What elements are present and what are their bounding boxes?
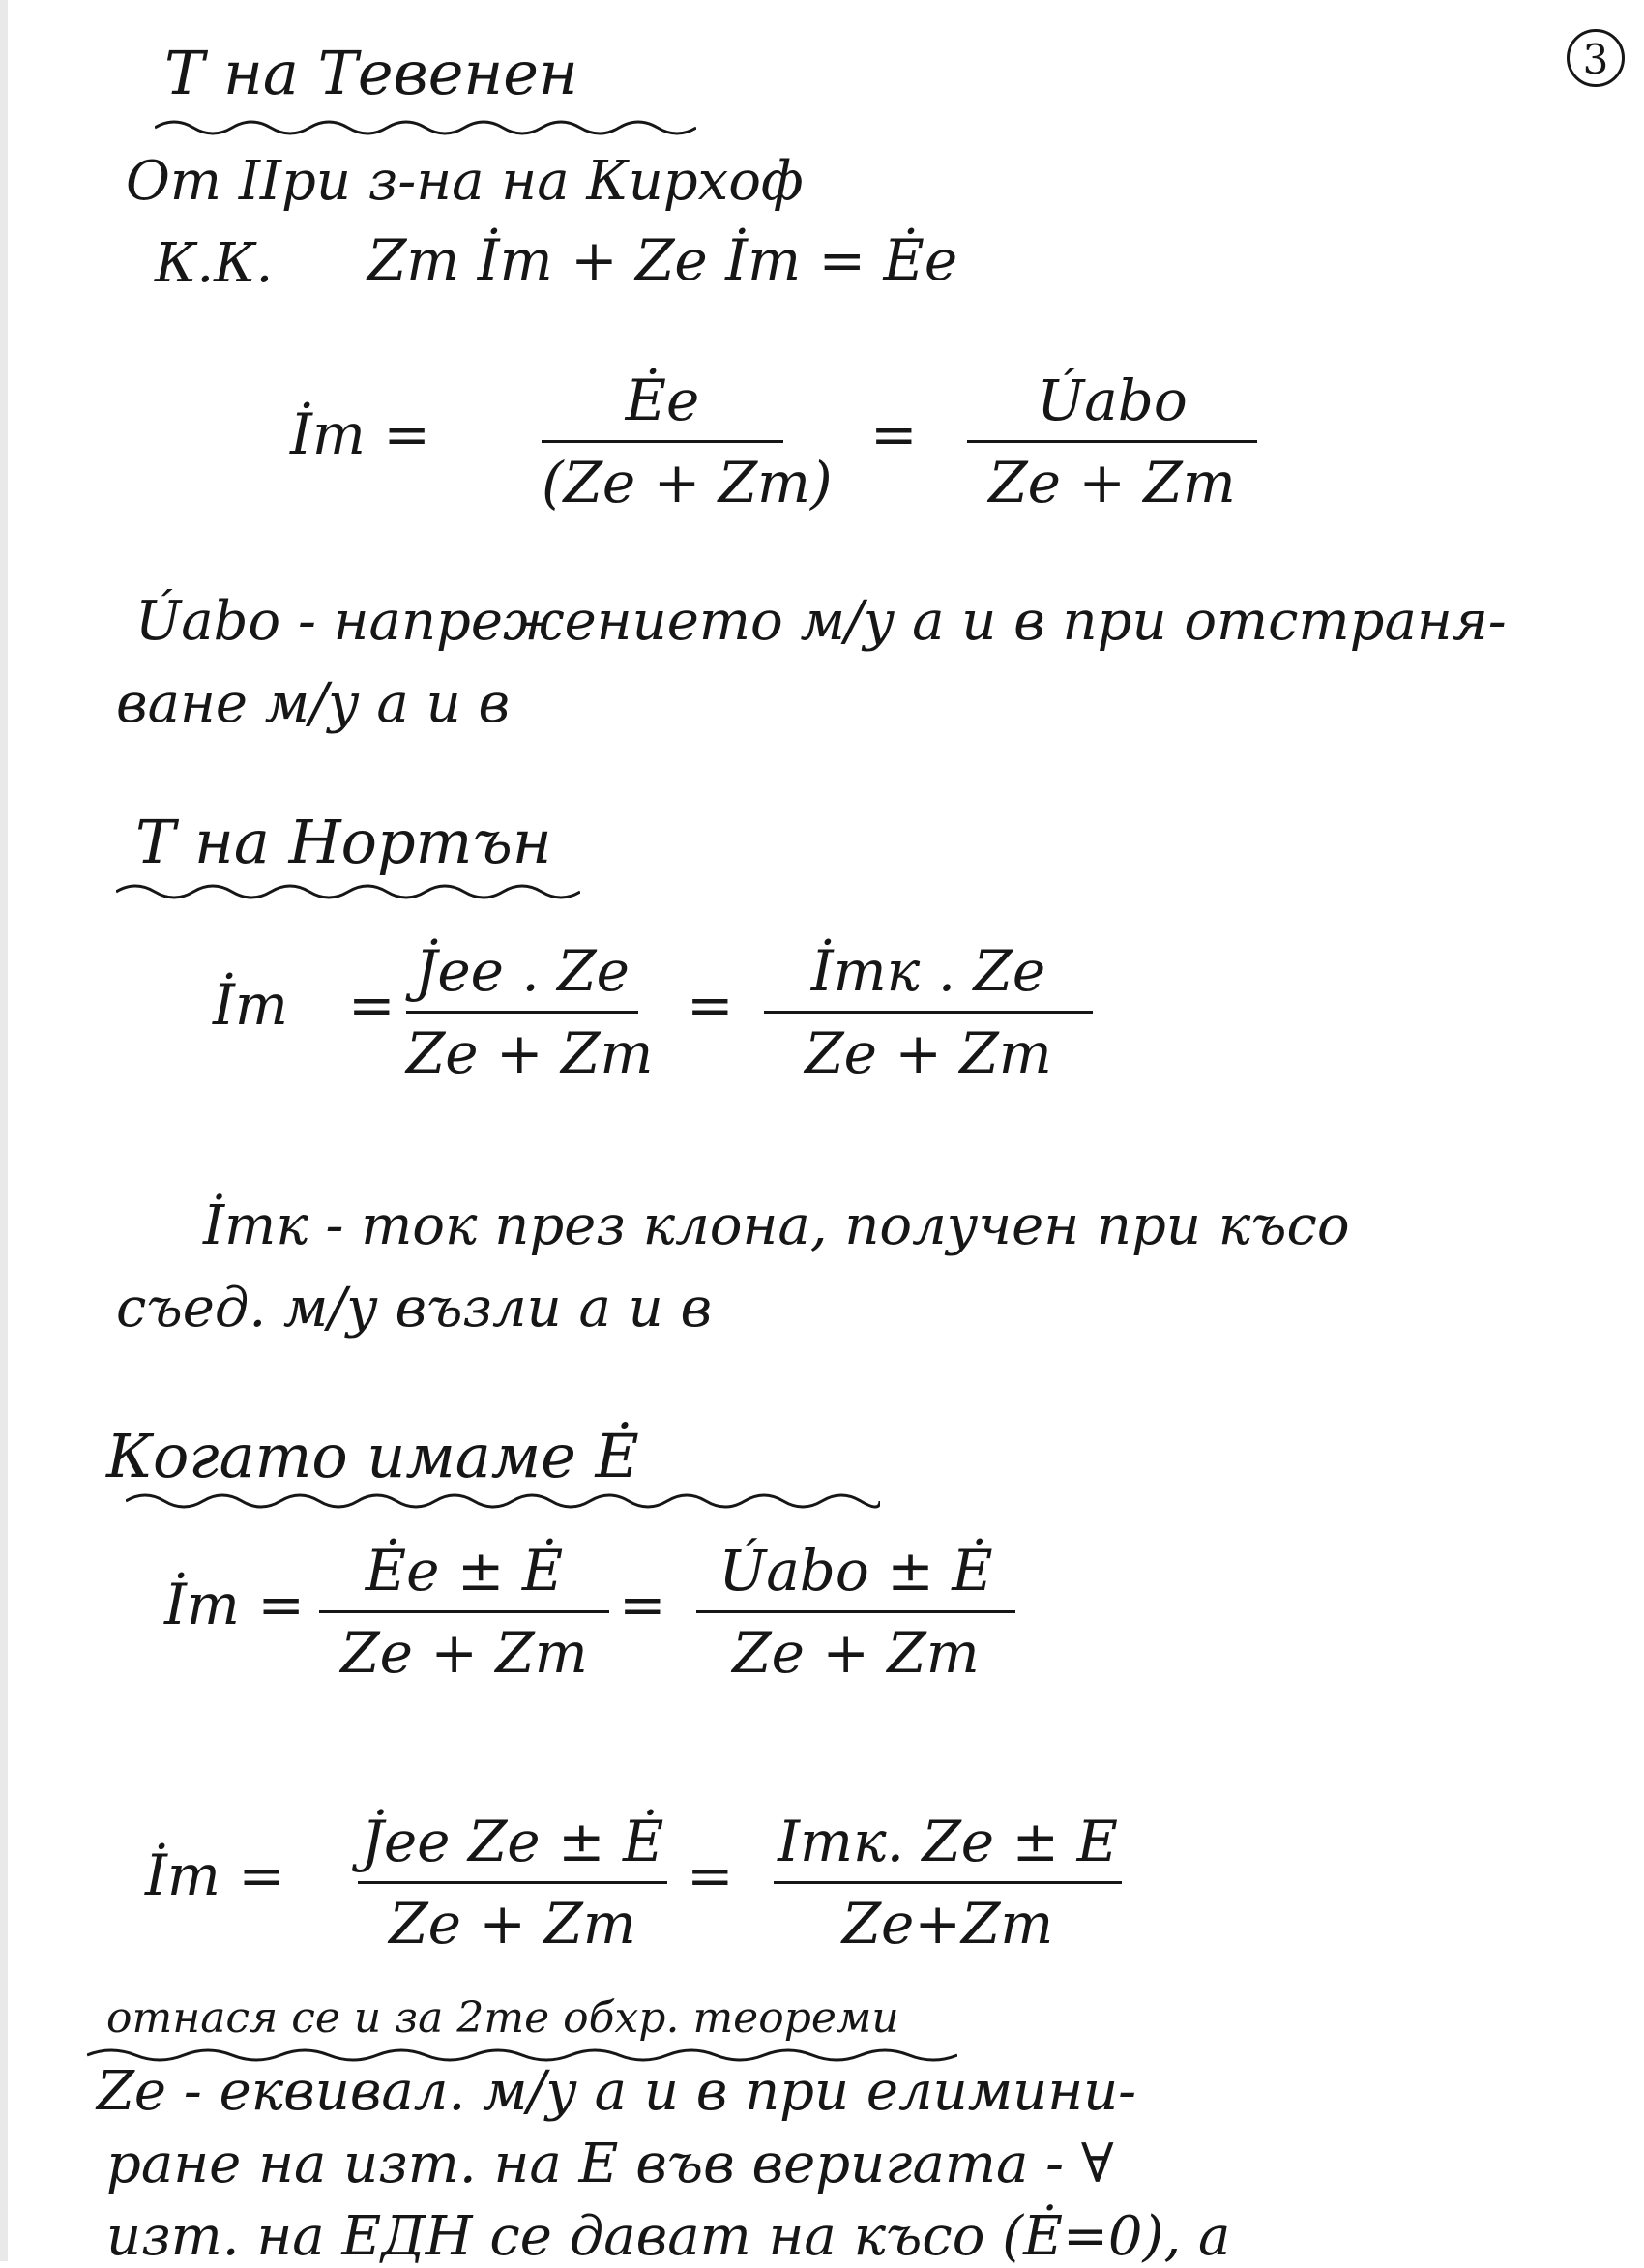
fraction-numerator: İтк . Ze — [810, 938, 1046, 1004]
note-applies-to-both-theorems: отнася се и за 2те обхр. теореми — [106, 1993, 899, 2043]
fraction-numerator: Úabo — [1037, 368, 1188, 433]
fraction-numerator: J̇ee Ze ± Ė — [361, 1809, 664, 1874]
fraction-bar — [774, 1881, 1122, 1884]
fraction-numerator: J̇ee . Ze — [415, 938, 630, 1004]
page-number: 3 — [1567, 29, 1625, 87]
heading-underline — [126, 1489, 880, 1513]
kk-label: К.К. — [155, 232, 274, 295]
with-e-eq2-lhs: İт = — [145, 1842, 285, 1908]
fraction-bar — [406, 1011, 638, 1014]
with-e-eq1-lhs: İт = — [164, 1572, 305, 1637]
norton-description-line-1: İтк - ток през клона, получен при късо — [203, 1194, 1350, 1257]
fraction-denominator: (Ze + Zт) — [542, 450, 833, 515]
scan-edge — [0, 0, 8, 2261]
fraction-denominator: Ze + Zт — [389, 1891, 636, 1957]
thevenin-fraction-1 — [542, 368, 833, 515]
fraction-denominator: Ze + Zт — [406, 1020, 654, 1086]
fraction-denominator: Ze + Zт — [805, 1020, 1052, 1086]
fraction-bar — [967, 440, 1257, 443]
fraction-numerator: Ėe — [625, 368, 700, 433]
norton-fraction-1 — [406, 938, 654, 1086]
ze-description-line-1: Ze - еквивал. м/у а и в при елимини- — [97, 2060, 1137, 2123]
with-e-eq1-fraction-1 — [319, 1538, 609, 1686]
thevenin-fraction-2 — [967, 368, 1257, 515]
section-heading-norton: Т на Нортън — [135, 807, 552, 877]
fraction-numerator: Ėe ± Ė — [365, 1538, 564, 1604]
section-heading-thevenin: Т на Тевенен — [164, 38, 578, 108]
fraction-denominator: Ze + Zт — [732, 1620, 980, 1686]
equals-sign: = — [619, 1572, 666, 1637]
fraction-bar — [358, 1881, 667, 1884]
fraction-denominator: Ze + Zт — [340, 1620, 588, 1686]
equals-sign: = — [870, 401, 918, 467]
equals-sign: = — [687, 1842, 734, 1908]
with-e-eq1-fraction-2 — [696, 1538, 1015, 1686]
with-e-eq2-fraction-1 — [358, 1809, 667, 1957]
fraction-denominator: Ze + Zт — [988, 450, 1236, 515]
kirchhoff-line: От IIри з-на на Кирхоф — [126, 150, 804, 213]
fraction-numerator: Iтк. Ze ± E — [778, 1809, 1118, 1874]
fraction-bar — [542, 440, 783, 443]
thevenin-description-line-2: ване м/у а и в — [116, 672, 511, 735]
with-e-eq2-fraction-2 — [774, 1809, 1122, 1957]
thevenin-lhs: İт = — [290, 401, 430, 467]
norton-description-line-2: съед. м/у възли а и в — [116, 1277, 713, 1340]
heading-underline — [155, 116, 696, 139]
section-heading-with-e: Когато имаме Ė — [106, 1421, 639, 1491]
equals-sign: = — [348, 972, 396, 1038]
thevenin-description-line-1: Úabo - напрежението м/у а и в при отстраня- — [135, 590, 1507, 653]
fraction-bar — [764, 1011, 1093, 1014]
norton-fraction-2 — [764, 938, 1093, 1086]
fraction-bar — [696, 1610, 1015, 1613]
fraction-bar — [319, 1610, 609, 1613]
equals-sign: = — [687, 972, 734, 1038]
ze-description-line-3: изт. на ЕДН се дават на късо (Ė=0), а — [106, 2205, 1231, 2268]
kirchhoff-equation: Zт İт + Ze İт = Ėe — [367, 227, 958, 293]
heading-underline — [116, 880, 580, 903]
fraction-numerator: Úabo ± Ė — [719, 1538, 993, 1604]
norton-lhs: İт — [213, 972, 288, 1038]
fraction-denominator: Ze+Zт — [841, 1891, 1054, 1957]
ze-description-line-2: ране на изт. на Е във веригата - ∀ — [106, 2133, 1114, 2195]
